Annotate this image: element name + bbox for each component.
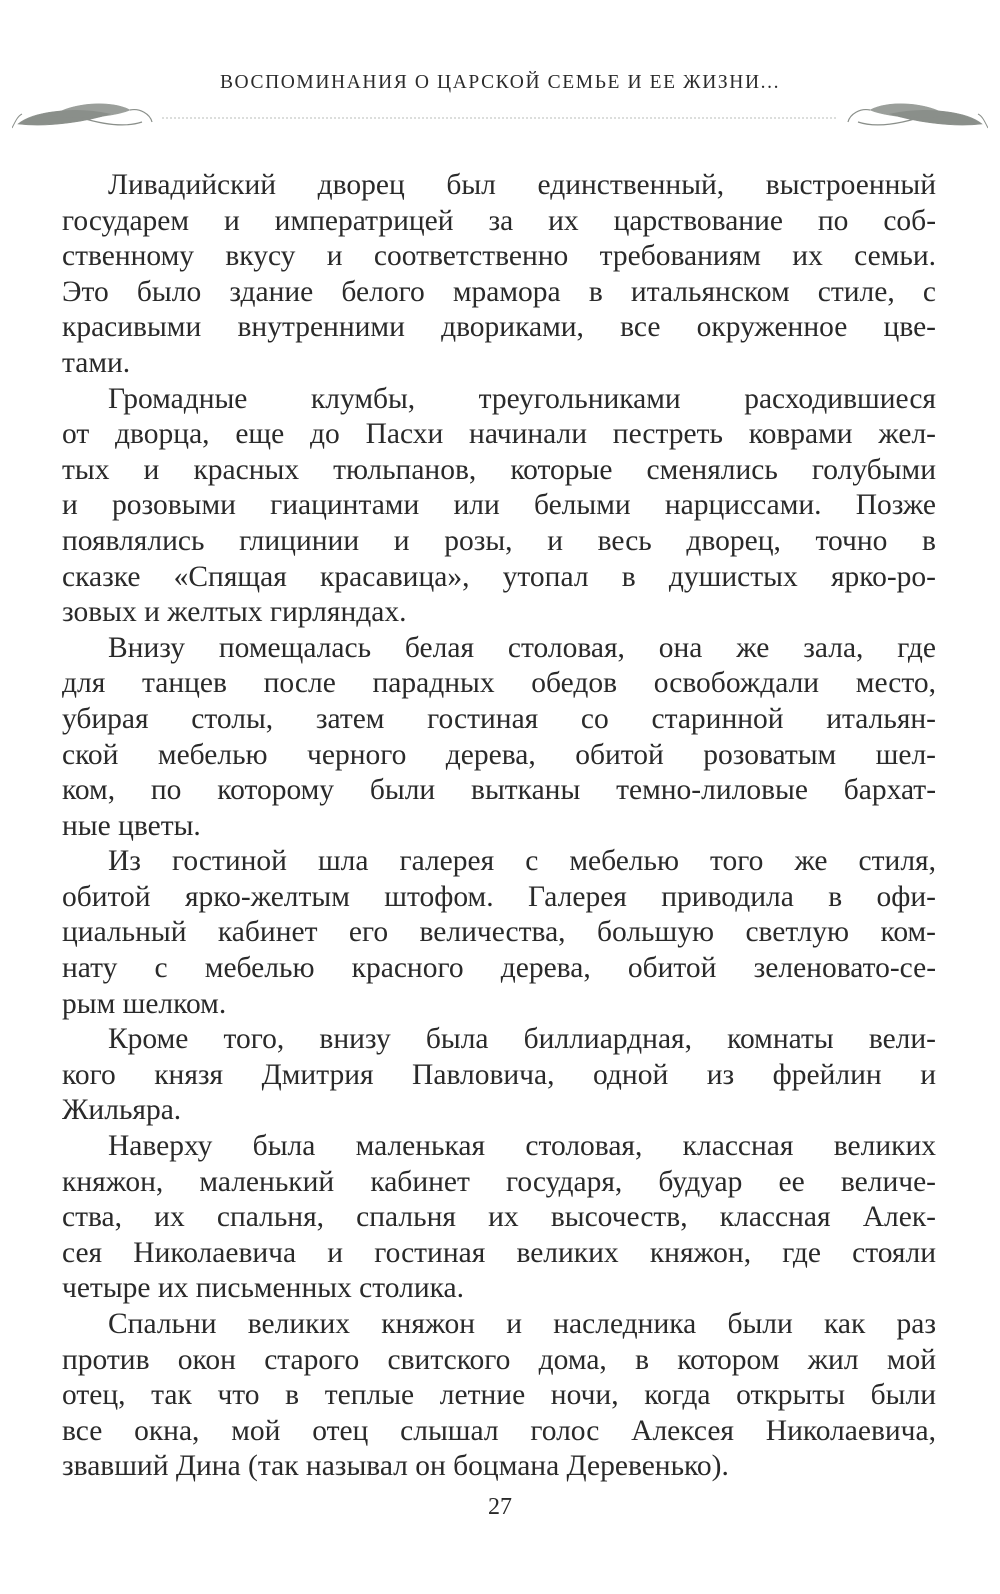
text-line: красивыми внутренними двориками, все окруженное цве- (62, 311, 936, 344)
decorative-rule (12, 98, 988, 138)
text-line: Спальни великих княжон и наследника были как раз (108, 1308, 936, 1340)
text-line: ства, их спальня, спальня их высочеств, классная Алек- (62, 1201, 936, 1234)
text-line: тых и красных тюльпанов, которые сменялись голубыми (62, 453, 937, 486)
text-line: кого князя Дмитрия Павловича, одной из фрейлин и (62, 1058, 937, 1091)
text-line: Ливадийский дворец был единственный, выстроенный (108, 169, 937, 201)
text-line: появлялись глицинии и розы, и весь дворец, точно в (62, 524, 936, 557)
text-line: Наверху была маленькая столовая, классная великих (108, 1130, 936, 1163)
paragraph (62, 168, 936, 382)
text-line: Из гостиной шла галерея с мебелью того же стиля, (108, 845, 936, 878)
text-line: ные цветы. (62, 809, 201, 842)
paragraph (62, 1022, 936, 1129)
text-line: все окна, мой отец слышал голос Алексея Николаевича, (62, 1414, 936, 1447)
text-line: убирая столы, затем гостиная со старинной итальян- (62, 702, 936, 735)
text-line: против окон старого свитского дома, в котором жил мой (62, 1343, 937, 1376)
text-line: княжон, маленький кабинет государя, будуар ее величе- (62, 1165, 936, 1198)
text-line: Жильяра. (62, 1094, 182, 1127)
text-line: циальный кабинет его величества, большую светлую ком- (62, 916, 936, 949)
text-line: Кроме того, внизу была биллиардная, комнаты вели- (108, 1023, 936, 1056)
text-line: обитой ярко-желтым штофом. Галерея приводила в офи- (62, 880, 936, 913)
paragraph (62, 631, 936, 845)
paragraph (62, 382, 936, 631)
text-line: государем и императрицей за их царствование по соб- (62, 204, 937, 237)
text-line: рым шелком. (62, 987, 227, 1020)
text-line: ственному вкусу и соответственно требованиям их семьи. (62, 240, 937, 273)
text-line: звавший Дина (так называл он боцмана Деревенько). (62, 1450, 729, 1483)
text-line: сказке «Спящая красавица», утопал в душистых ярко-ро- (62, 560, 936, 593)
text-line: ской мебелью черного дерева, обитой розоватым шел- (62, 738, 936, 771)
page-number: 27 (488, 1494, 512, 1520)
body-text (62, 168, 936, 1485)
text-line: для танцев после парадных обедов освобождали место, (62, 667, 936, 700)
running-title: ВОСПОМИНАНИЯ О ЦАРСКОЙ СЕМЬЕ И ЕЕ ЖИЗНИ... (219, 72, 781, 93)
text-line: тами. (62, 346, 131, 379)
text-line: четыре их письменных столика. (62, 1272, 464, 1305)
ornament-right-leaf-icon (848, 104, 988, 128)
text-line: ком, по которому были вытканы темно-лиловые бархат- (62, 774, 937, 807)
paragraph (62, 844, 936, 1022)
text-line: от дворца, еще до Пасхи начинали пестреть коврами жел- (62, 418, 936, 451)
text-line: Громадные клумбы, треугольниками расходившиеся (108, 382, 936, 415)
text-line: Это было здание белого мрамора в итальянском стиле, с (62, 275, 937, 308)
text-line: нату с мебелью красного дерева, обитой зеленовато-се- (62, 952, 937, 985)
text-line: зовых и желтых гирляндах. (62, 596, 407, 629)
paragraph (62, 1307, 936, 1485)
text-line: отец, так что в теплые летние ночи, когда открыты были (62, 1379, 936, 1412)
ornament-left-leaf-icon (12, 104, 152, 128)
text-line: Внизу помещалась белая столовая, она же зала, где (108, 631, 937, 664)
paragraph (62, 1129, 936, 1307)
text-line: и розовыми гиацинтами или белыми нарциссами. Позже (62, 489, 936, 522)
text-line: сея Николаевича и гостиная великих княжон, где стояли (62, 1236, 936, 1269)
